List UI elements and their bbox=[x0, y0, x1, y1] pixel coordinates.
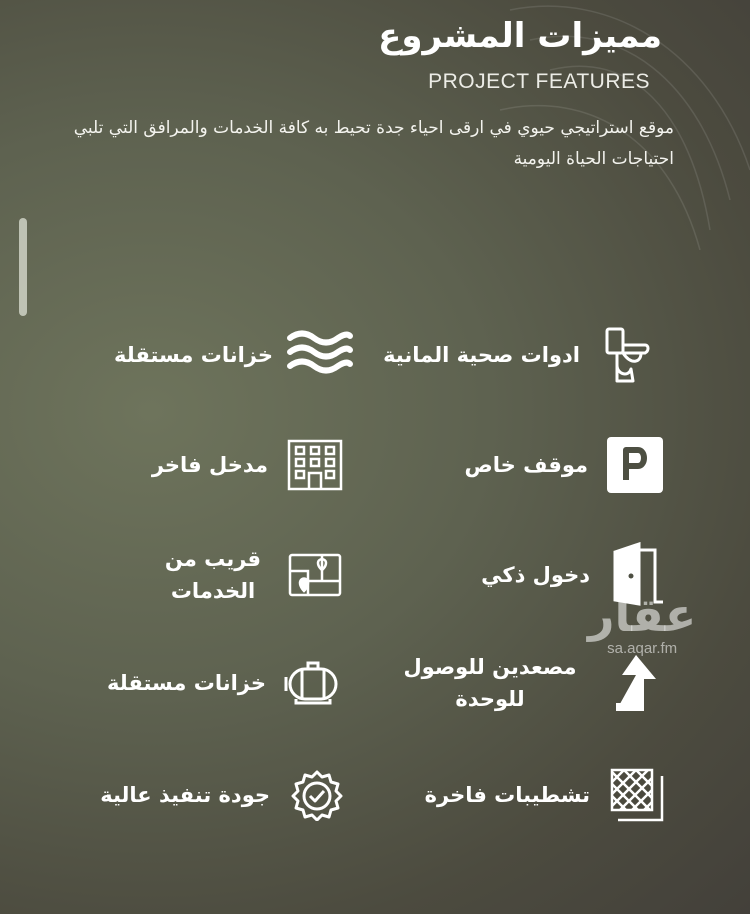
scrollbar[interactable] bbox=[19, 218, 27, 316]
feature-label: موقف خاص bbox=[464, 453, 588, 477]
feature-label: ادوات صحية المانية bbox=[383, 343, 580, 367]
feature-label: تشطيبات فاخرة bbox=[424, 783, 590, 807]
feature-label: دخول ذكي bbox=[481, 563, 590, 587]
feature-tanks-1 bbox=[114, 320, 355, 390]
feature-label: خزانات مستقلة bbox=[107, 671, 266, 695]
toilet-icon bbox=[592, 320, 662, 390]
page-title: مميزات المشروع bbox=[378, 16, 662, 56]
feature-finishes bbox=[425, 760, 672, 830]
parking-icon bbox=[600, 430, 670, 500]
feature-tanks-2 bbox=[107, 648, 348, 718]
feature-elevators bbox=[390, 648, 672, 718]
feature-label: قريب من الخدمات bbox=[164, 547, 262, 603]
watermark-brand: عقار bbox=[588, 588, 697, 642]
feature-sanitary bbox=[383, 320, 662, 390]
building-entrance-icon bbox=[280, 430, 350, 500]
feature-quality bbox=[100, 760, 352, 830]
watermark-url: sa.aqar.fm bbox=[607, 640, 678, 657]
feature-near-services bbox=[100, 540, 350, 610]
feature-parking bbox=[464, 430, 670, 500]
quality-badge-icon bbox=[282, 760, 352, 830]
water-waves-icon bbox=[285, 320, 355, 390]
watermark bbox=[588, 590, 696, 658]
feature-label: مصعدين للوصول للوحدة bbox=[403, 655, 577, 711]
tiles-icon bbox=[602, 760, 672, 830]
elevator-arrow-icon bbox=[602, 648, 672, 718]
map-icon bbox=[280, 540, 350, 610]
feature-entrance bbox=[152, 430, 350, 500]
feature-label: خزانات مستقلة bbox=[114, 343, 273, 367]
page-subtitle: PROJECT FEATURES bbox=[428, 70, 650, 93]
project-description: موقع استراتيجي حيوي في ارقى احياء جدة تحيط به كافة الخدمات والمرافق التي تلبي احتياجات الحياة اليومية bbox=[73, 118, 674, 169]
feature-label: مدخل فاخر bbox=[151, 453, 268, 477]
water-tank-icon bbox=[278, 648, 348, 718]
feature-label: جودة تنفيذ عالية bbox=[100, 783, 270, 807]
logo-mark bbox=[55, 0, 105, 6]
